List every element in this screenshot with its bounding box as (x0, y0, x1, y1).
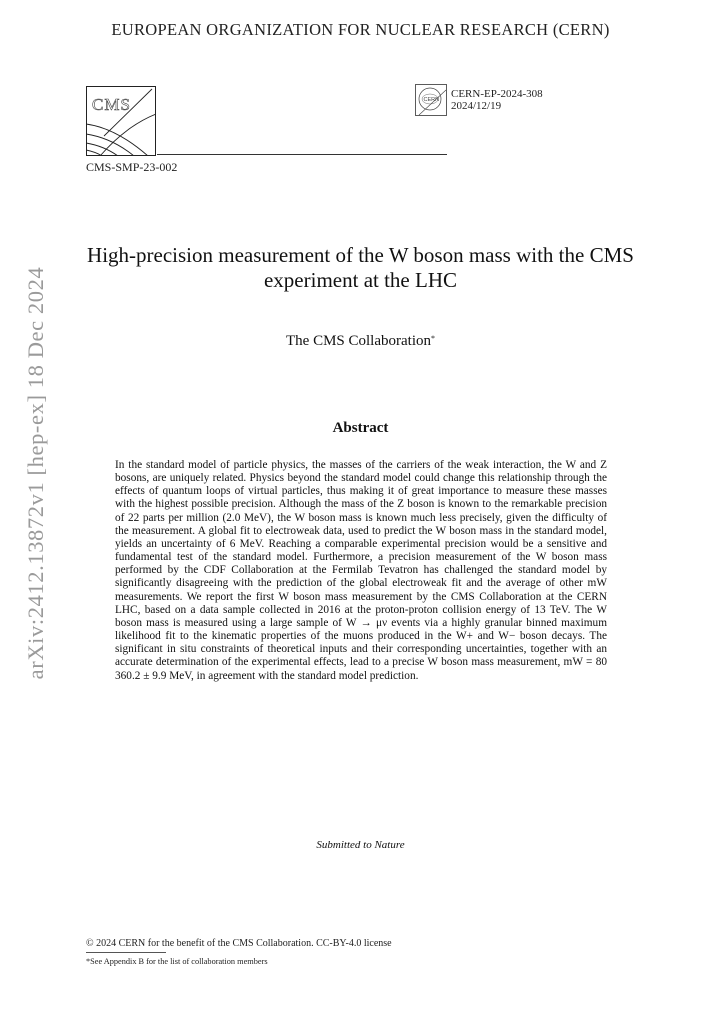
submission-note: Submitted to Nature (316, 839, 405, 851)
authors: The CMS Collaboration (286, 333, 431, 349)
copyright-line: © 2024 CERN for the benefit of the CMS Collaboration. CC-BY-4.0 license (86, 938, 392, 949)
arxiv-stamp-text: arXiv:2412.13872v1 [hep-ex] 18 Dec 2024 (23, 266, 48, 680)
abstract-body: In the standard model of particle physics, the masses of the carriers of the weak interaction, the W and Z bosons, are uniquely related. Physics beyond the standard model could change this relationship through the effects of quantum loops of virtual particles, thus making it of great importance to measure these masses with the highest possible precision. Although the mass of the Z boson is known to the remarkable precision of 22 parts per million (2.0 MeV), the W boson mass is known much less precisely, given the difficulty of the measurement. A global fit to electroweak data, used to predict the W boson mass in the standard model, yields an uncertainty of 6 MeV. Reaching a comparable experimental precision would be a sensitive and fundamental test of the standard model. Furthermore, a precision measurement of the W boson mass performed by the CDF Collaboration at the Fermilab Tevatron has challenged the standard model by significantly disagreeing with the prediction of the global electroweak fit and the average of other mW measurements. We report the first W boson mass measurement by the CMS Collaboration at the CERN LHC, based on a data sample collected in 2016 at the proton-proton collision energy of 13 TeV. The W boson mass is measured using a large sample of W → μν events via a highly granular binned maximum likelihood fit to the kinematic properties of the muons produced in the W+ and W− boson decays. The significant in situ constraints of theoretical inputs and their corresponding uncertainties, together with an accurate determination of the experimental effects, lead to a precise W boson mass measurement, mW = 80 360.2 ± 9.9 MeV, in agreement with the standard model prediction. (115, 459, 607, 682)
abstract-heading: Abstract (332, 420, 389, 436)
paper-title: High-precision measurement of the W boson mass with the CMS experiment at the LHC (87, 243, 634, 292)
author-footnote-mark: * (431, 334, 435, 343)
cms-logo (86, 86, 156, 156)
organization-header: EUROPEAN ORGANIZATION FOR NUCLEAR RESEARCH (CERN) (111, 20, 610, 39)
report-number: CERN-EP-2024-308 (451, 88, 543, 100)
author-line (0, 333, 721, 350)
footnote-rule (86, 952, 166, 953)
cms-note-id: CMS-SMP-23-002 (86, 160, 178, 174)
cms-logo-lettering: CMS (92, 95, 131, 114)
cern-logo (415, 84, 447, 116)
footnote: *See Appendix B for the list of collaboration members (86, 957, 268, 966)
header-rule (157, 154, 447, 155)
report-date: 2024/12/19 (451, 100, 502, 112)
report-meta (451, 88, 543, 112)
cern-logo-lettering: CERN (423, 97, 440, 103)
